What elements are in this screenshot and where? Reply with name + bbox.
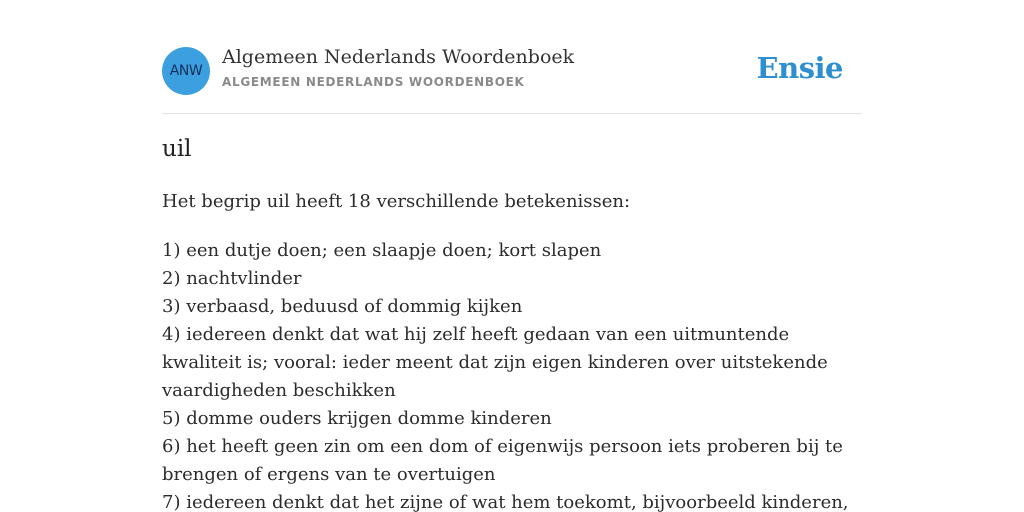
source-header [162,0,862,114]
page [162,0,862,512]
meaning-item: 1) een dutje doen; een slaapje doen; kort slapen [162,240,602,261]
meaning-item: 5) domme ouders krijgen domme kinderen [162,408,552,429]
meanings-list [162,237,862,512]
page-title: uil [162,136,192,162]
meaning-item: 7) iedereen denkt dat het zijne of wat hem toekomt, bijvoorbeeld kinderen, [162,492,849,512]
intro-text: Het begrip uil heeft 18 verschillende betekenissen: [162,191,631,212]
source-subtitle: ALGEMEEN NEDERLANDS WOORDENBOEK [222,75,525,89]
meaning-item: 3) verbaasd, beduusd of dommig kijken [162,296,523,317]
meaning-item: 6) het heeft geen zin om een dom of eigenwijs persoon iets proberen bij te brengen of ergens van te overtuigen [162,436,843,485]
meaning-item: 2) nachtvlinder [162,268,302,289]
source-name-link[interactable]: Algemeen Nederlands Woordenboek [222,46,575,68]
anw-logo[interactable]: ANW [162,47,210,95]
ensie-logo[interactable]: Ensie [756,51,843,85]
meaning-item: 4) iedereen denkt dat wat hij zelf heeft gedaan van een uitmuntende kwaliteit is; vooral: ieder meent dat zijn eigen kinderen over uitstekende vaardigheden beschikken [162,324,828,401]
